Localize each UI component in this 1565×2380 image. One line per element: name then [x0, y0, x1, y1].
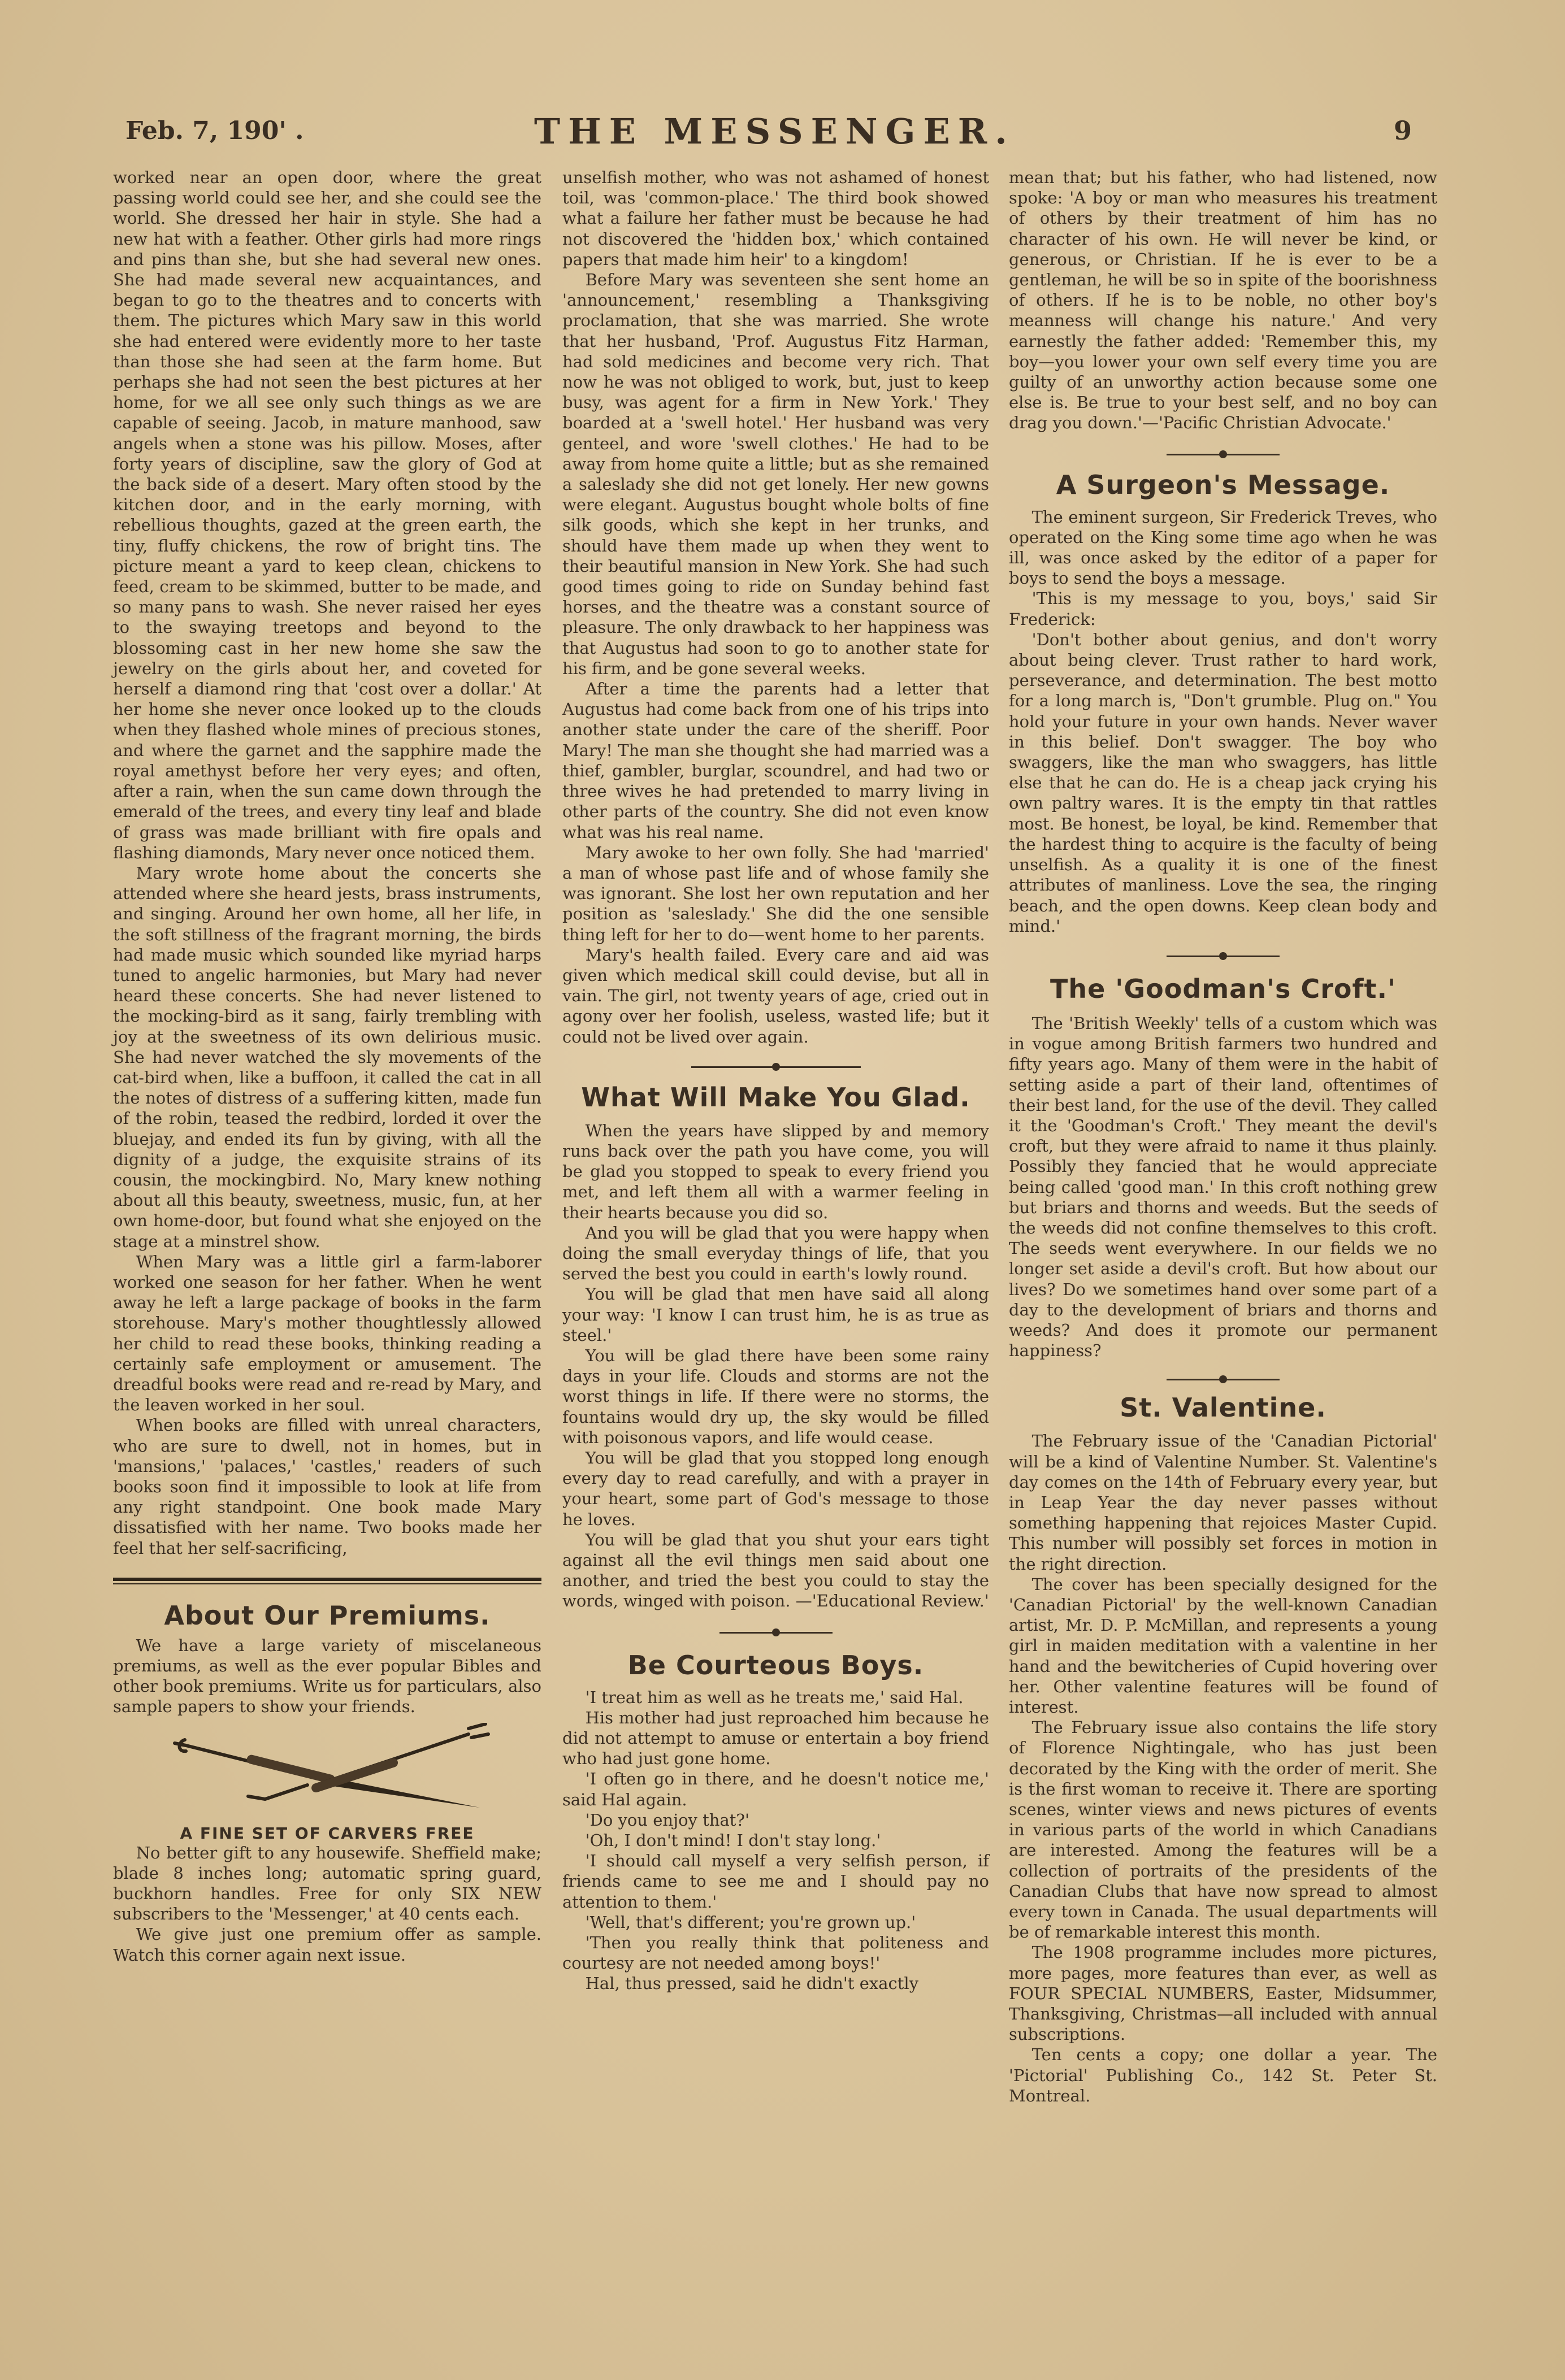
section-separator-icon: [1009, 1374, 1437, 1384]
valentine-paragraph: The February issue of the 'Canadian Pictorial' will be a kind of Valentine Number. St. Valentine's day comes on the 14th of February every year, but in Leap Year the day never passes without something happening that rejoices Master Cupid. This number will possibly set forces in motion in the right direction.: [1009, 1431, 1437, 1574]
glad-section: [562, 1082, 989, 1612]
croft-paragraph: The 'British Weekly' tells of a custom which was in vogue among British farmers two hundred and fifty years ago. Many of them were in the habit of setting aside a part of their land, oftentimes of their best land, for the use of the devil. They called it the 'Goodman's Croft.' They meant the devil's croft, but they were afraid to name it thus plainly. Possibly they fancied that he would appreciate being called 'good man.' In this croft nothing grew but briars and thorns and weeds. But the seeds of the weeds did not confine themselves to this croft. The seeds went everywhere. In our fields we no longer set aside a devil's croft. But how about our lives? Do we sometimes hand over some part of a day to the development of briars and thorns and weeds? And does it promote our permanent happiness?: [1009, 1013, 1437, 1361]
courteous-paragraph: 'Well, that's different; you're grown up.': [585, 1912, 916, 1932]
glad-paragraph: You will be glad that you stopped long enough every day to read carefully, and with a prayer in your heart, some part of God's message to those he loves.: [562, 1448, 989, 1529]
valentine-section: [1009, 1392, 1437, 2106]
glad-paragraph: You will be glad there have been some rainy days in your life. Clouds and storms are not the worst things in life. If there were no storms, the fountains would dry up, the sky would be filled with poisonous vapors, and life would cease.: [562, 1345, 989, 1447]
column-3: [1009, 167, 1437, 2106]
valentine-paragraph: The 1908 programme includes more pictures, more pages, more features than ever, as well as FOUR SPECIAL NUMBERS, Easter, Midsummer, Thanksgiving, Christmas—all included with annual subscriptions.: [1009, 1943, 1437, 2044]
premiums-paragraph: We give just one premium offer as sample. Watch this corner again next issue.: [113, 1925, 541, 1965]
valentine-paragraph: The February issue also contains the life story of Florence Nightingale, who has just been decorated by the King with the order of merit. She is the first woman to receive it. There are sporting scenes, winter views and news pictures of events in various parts of the world in which Canadians are interested. Among the features will be a collection of portraits of the presidents of the Canadian Clubs that have now spread to almost every town in Canada. The usual departments will be of remarkable interest this month.: [1009, 1718, 1437, 1942]
valentine-heading: St. Valentine.: [1120, 1392, 1326, 1423]
glad-paragraph: You will be glad that men have said all along your way: 'I know I can trust him, he is as true as steel.': [562, 1284, 989, 1345]
section-separator-icon: [562, 1627, 989, 1638]
surgeon-heading: A Surgeon's Message.: [1056, 469, 1390, 500]
page-number: 9: [1394, 115, 1412, 146]
surgeon-paragraph: 'Don't bother about genius, and don't worry about being clever. Trust rather to hard work, perseverance, and determination. The best motto for a long march is, "Don't grumble. Plug on." You hold your future in your own hands. Never waver in this belief. Don't swagger. The boy who swaggers, like the man who swaggers, has little else that he can do. He is a cheap jack crying his own paltry wares. It is the empty tin that rattles most. Be honest, be loyal, be kind. Remember that the hardest thing to acquire is the faculty of being unselfish. As a quality it is one of the finest attributes of manliness. Love the sea, the ringing beach, and the open downs. Keep clean body and mind.': [1009, 629, 1437, 936]
story-paragraph: When books are filled with unreal characters, who are sure to dwell, not in homes, but in 'mansions,' 'palaces,' 'castles,' readers of such books soon find it impossible to look at life from any right standpoint. One book made Mary dissatisfied with her name. Two books made her feel that her self-sacrificing,: [113, 1415, 541, 1558]
courteous-heading: Be Courteous Boys.: [627, 1649, 924, 1680]
glad-paragraph: You will be glad that you shut your ears tight against all the evil things men said about one another, and tried the best you could to stay the words, winged with poison. —'Educational Review.': [562, 1530, 989, 1611]
newspaper-title: THE MESSENGER.: [534, 111, 1015, 152]
courteous-paragraph: 'Oh, I don't mind! I don't stay long.': [585, 1831, 881, 1851]
premiums-section: [113, 1600, 541, 1965]
premiums-heading: About Our Premiums.: [164, 1600, 491, 1631]
story-paragraph: Before Mary was seventeen she sent home an 'announcement,' resembling a Thanksgiving proclamation, that she was married. She wrote that her husband, 'Prof. Augustus Fitz Harman, had sold medicines and become very rich. That now he was not obliged to work, but, just to keep busy, was agent for a firm in New York.' They boarded at a 'swell hotel.' Her husband was very genteel, and wore 'swell clothes.' He had to be away from home quite a little; but as she remained a saleslady she did not get lonely. Her new gowns were elegant. Augustus bought whole bolts of fine silk goods, which she kept in her trunks, and should have them made up when they went to their beautiful mansion in New York. She had such good times going to ride on Sunday behind fast horses, and the theatre was a constant source of pleasure. The only drawback to her happiness was that Augustus had soon to go to another state for his firm, and be gone several weeks.: [562, 270, 989, 678]
section-separator-icon: [1009, 951, 1437, 961]
story-paragraph: Mary wrote home about the concerts she attended where she heard jests, brass instruments, and singing. Around her own home, all her life, in the soft stillness of the fragrant morning, the birds had made music which sounded like myriad harps tuned to angelic harmonies, but Mary had never heard these concerts. She had never listened to the mocking-bird as it sang, fairly trembling with joy at the sweetness of its own delirious music. She had never watched the sly movements of the cat-bird when, like a buffoon, it called the cat in all the notes of distress of a suffering kitten, made fun of the robin, teased the redbird, lorded it over the bluejay, and ended its fun by giving, with all the dignity of a judge, the exquisite strains of its cousin, the mockingbird. No, Mary knew nothing about all this beauty, sweetness, music, fun, at her own home-door, but found what she enjoyed on the stage at a minstrel show.: [113, 863, 541, 1251]
premiums-paragraph: No better gift to any housewife. Sheffield make; blade 8 inches long; automatic spring guard, buckhorn handles. Free for only SIX NEW subscribers to the 'Messenger,' at 40 cents each.: [113, 1843, 541, 1924]
masthead: [0, 0, 1565, 170]
column-2: [562, 167, 989, 1994]
surgeon-paragraph: 'This is my message to you, boys,' said Sir Frederick:: [1009, 589, 1437, 629]
courteous-paragraph: Hal, thus pressed, said he didn't exactly: [585, 1974, 919, 1994]
story-paragraph: Mary awoke to her own folly. She had 'married' a man of whose past life and of whose family she was ignorant. She lost her own reputation and her position as 'saleslady.' She did the one sensible thing left for her to do—went home to her parents.: [562, 842, 989, 944]
story-paragraph: When Mary was a little girl a farm-laborer worked one season for her father. When he went away he left a large package of books in the farm storehouse. Mary's mother thoughtlessly allowed her child to read these books, thinking reading a certainly safe employment or amusement. The dreadful books were read and re-read by Mary, and the leaven worked in her soul.: [113, 1252, 542, 1415]
glad-paragraph: When the years have slipped by and memory runs back over the path you have come, you will be glad you stopped to speak to every friend you met, and left them all with a warmer feeling in their hearts because you did so.: [562, 1120, 989, 1222]
carving-knife-and-fork-icon: [163, 1723, 491, 1822]
section-separator-icon: [562, 1062, 989, 1072]
valentine-paragraph: Ten cents a copy; one dollar a year. The 'Pictorial' Publishing Co., 142 St. Peter St. Montreal.: [1009, 2045, 1437, 2105]
surgeon-paragraph: The eminent surgeon, Sir Frederick Treves, who operated on the King some time ago when he was ill, was once asked by the editor of a paper for boys to send the boys a message.: [1009, 507, 1437, 588]
courteous-paragraph: 'I often go in there, and he doesn't notice me,' said Hal again.: [562, 1769, 989, 1809]
story-paragraph: After a time the parents had a letter that Augustus had come back from one of his trips into another state under the care of the sheriff. Poor Mary! The man she thought she had married was a thief, gambler, burglar, scoundrel, and had two or three wives he had pretended to marry living in other parts of the country. She did not even know what was his real name.: [562, 679, 989, 842]
courteous-paragraph: 'I treat him as well as he treats me,' said Hal.: [585, 1687, 964, 1707]
double-rule: [113, 1578, 541, 1584]
section-separator-icon: [1009, 449, 1437, 459]
courteous-section: [562, 1650, 989, 1994]
issue-date: Feb. 7, 190' .: [125, 116, 304, 145]
valentine-paragraph: The cover has been specially designed for the 'Canadian Pictorial' by the well-known Canadian artist, Mr. D. P. McMillan, and represents a young girl in maiden meditation with a valentine in her hand and the bewitcheries of Cupid hovering over her. Other valentine features will be found of interest.: [1009, 1574, 1437, 1717]
croft-section: [1009, 974, 1437, 1361]
story-paragraph: Mary's health failed. Every care and aid was given which medical skill could devise, but all in vain. The girl, not twenty years of age, cried out in agony over her foolish, useless, wasted life; but it could not be lived over again.: [562, 945, 989, 1046]
croft-heading: The 'Goodman's Croft.': [1050, 973, 1397, 1004]
story-paragraph: worked near an open door, where the great passing world could see her, and she could see the world. She dressed her hair in style. She had a new hat with a feather. Other girls had more rings and pins than she, but she had several new ones. She had made several new acquaintances, and began to go to the theatres and to concerts with them. The pictures which Mary saw in this world she had entered were evidently more to her taste than those she had seen at the farm home. But perhaps she had not seen the best pictures at her home, for we all see only such things as we are capable of seeing. Jacob, in mature manhood, saw angels when a stone was his pillow. Moses, after forty years of discipline, saw the glory of God at the back side of a desert. Mary often stood by the kitchen door, and in the early morning, with rebellious thoughts, gazed at the green earth, the tiny, fluffy chickens, the row of bright tins. The picture meant a yard to keep clean, chickens to feed, cream to be skimmed, butter to be made, and so many pans to wash. She never raised her eyes to the swaying treetops and beyond to the blossoming cast in her new home she saw the jewelry on the girls about her, and coveted for herself a diamond ring that 'cost over a dollar.' At her home she never once looked up to the clouds when they flashed whole mines of precious stones, and where the garnet and the sapphire made the royal amethyst before her very eyes; and often, after a rain, when the sun came down through the emerald of the trees, and every tiny leaf and blade of grass was made brilliant with fire opals and flashing diamonds, Mary never once noticed them.: [113, 168, 541, 862]
glad-heading: What Will Make You Glad.: [581, 1082, 970, 1113]
courteous-continued-paragraph: mean that; but his father, who had listened, now spoke: 'A boy or man who measures his treatment of others by their treatment of him has no character of his own. He will never be kind, or generous, or Christian. If he is ever to be a gentleman, he will be so in spite of the boorishness of others. If he is to be noble, no other boy's meanness will change his nature.' And very earnestly the father added: 'Remember this, my boy—you lower your own self every time you are guilty of an unworthy action because some one else is. Be true to your best self, and no boy can drag you down.'—'Pacific Christian Advocate.': [1009, 168, 1437, 433]
surgeon-section: [1009, 470, 1437, 936]
courteous-paragraph: 'Do you enjoy that?': [585, 1810, 749, 1830]
courteous-paragraph: His mother had just reproached him because he did not attempt to amuse or entertain a boy friend who had just gone home.: [562, 1708, 989, 1769]
premiums-intro: We have a large variety of miscelaneous premiums, as well as the ever popular Bibles and other book premiums. Write us for particulars, also sample papers to show your friends.: [113, 1635, 541, 1717]
story-paragraph: unselfish mother, who was not ashamed of honest toil, was 'common-place.' The third book showed what a failure her father must be because he had not discovered the 'hidden box,' which contained papers that made him heir' to a kingdom!: [562, 168, 989, 269]
column-1: [113, 167, 541, 1965]
glad-paragraph: And you will be glad that you were happy when doing the small everyday things of life, that you served the best you could in earth's lowly round.: [562, 1223, 989, 1284]
carvers-caption: A FINE SET OF CARVERS FREE: [180, 1823, 475, 1843]
courteous-paragraph: 'Then you really think that politeness and courtesy are not needed among boys!': [562, 1933, 989, 1973]
courteous-paragraph: 'I should call myself a very selfish person, if friends came to see me and I should pay no attention to them.': [562, 1851, 989, 1912]
